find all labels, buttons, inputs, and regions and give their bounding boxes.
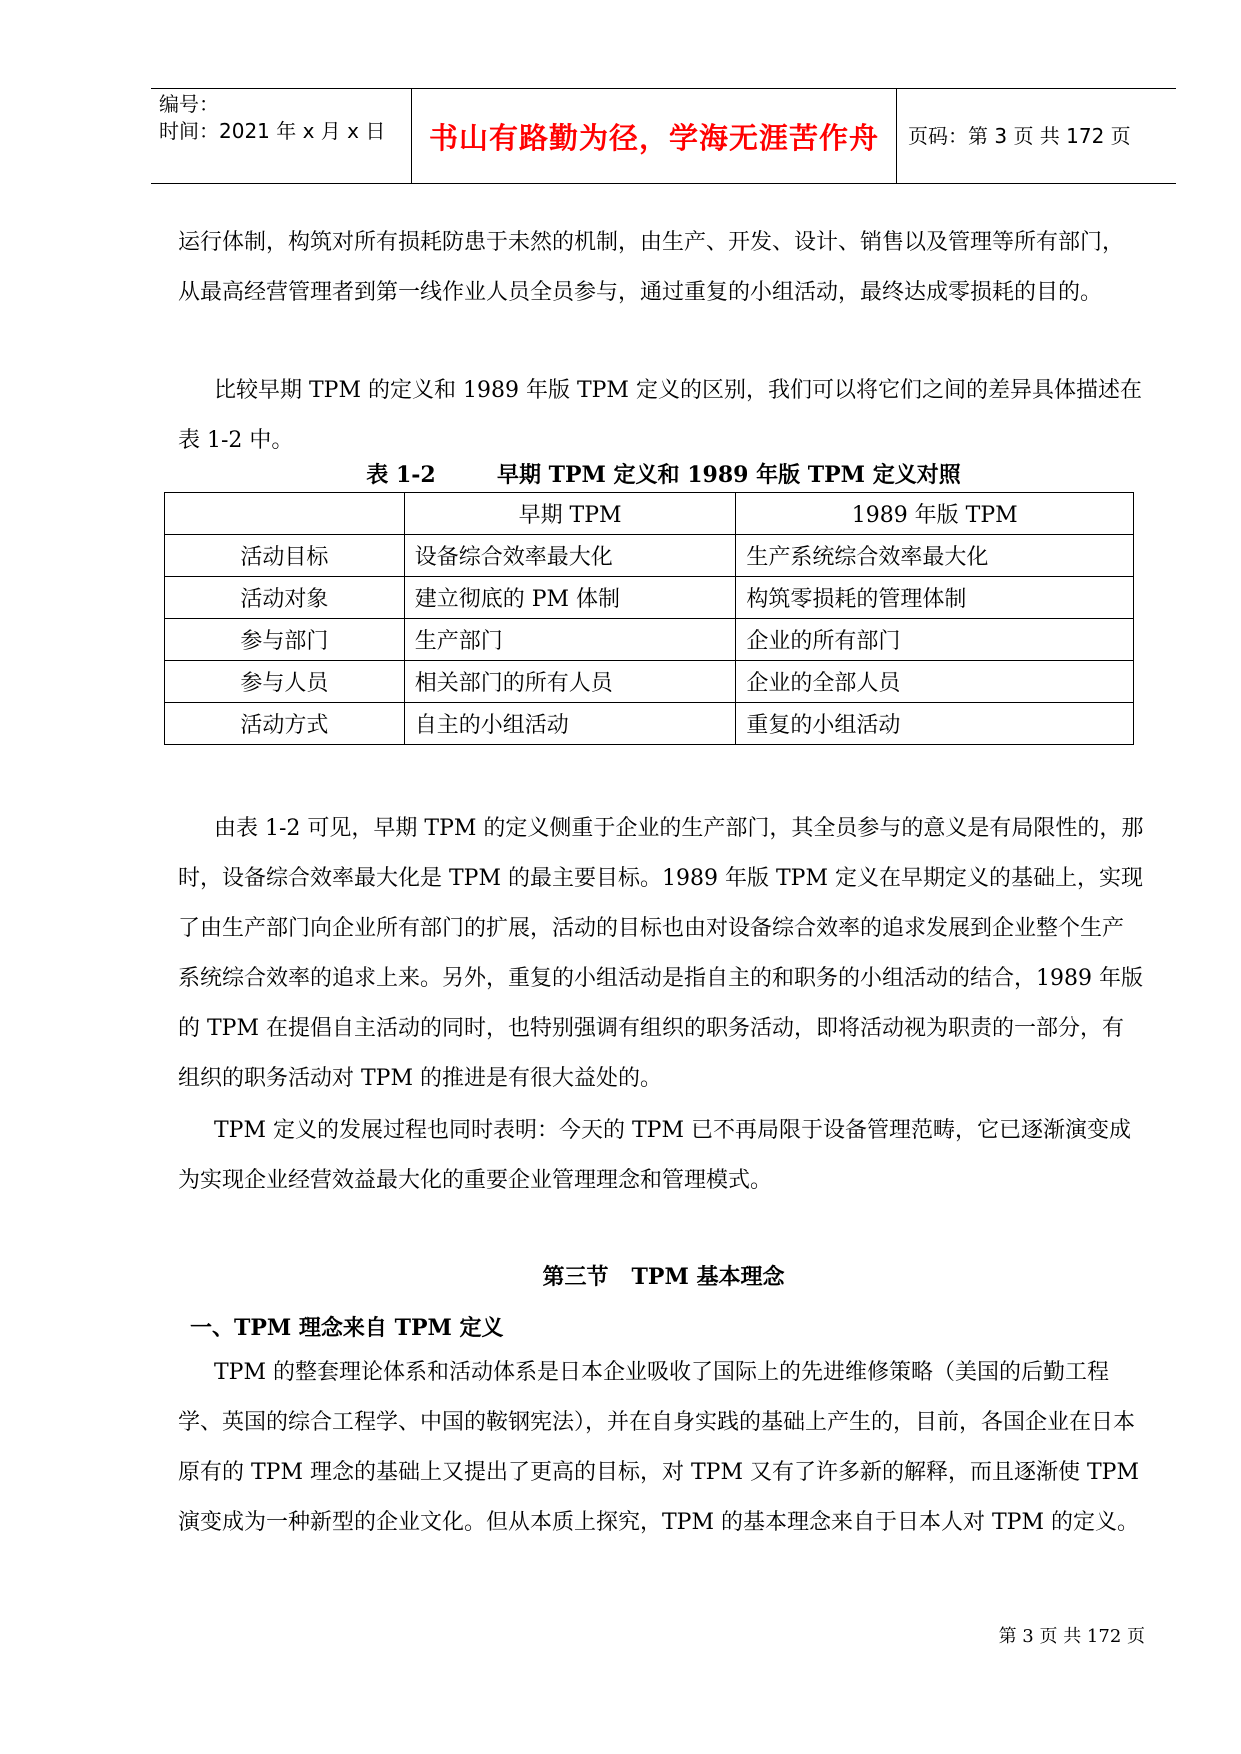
table-cell: 重复的小组活动: [736, 703, 1134, 745]
motto-text: 书山有路勤为径，学海无涯苦作舟: [428, 120, 879, 155]
table-cell: 活动对象: [165, 577, 405, 619]
table-cell: 企业的全部人员: [736, 661, 1134, 703]
paragraph-3: 由表 1-2 可见，早期 TPM 的定义侧重于企业的生产部门，其全员参与的意义是有局限性的，那时，设备综合效率最大化是 TPM 的最主要目标。1989 年版 TPM 定义在早期定义的基础上，实现了由生产部门向企业所有部门的扩展，活动的目标也由对设备综合效率的追求发展到企业整个生产系统综合效率的追求上来。另外，重复的小组活动是指自主的和职务的小组活动的结合，1989 年版的 TPM 在提倡自主活动的同时，也特别强调有组织的职务活动，即将活动视为职责的一部分，有组织的职务活动对 TPM 的推进是有很大益处的。: [178, 816, 1144, 1091]
table-cell: 设备综合效率最大化: [404, 535, 736, 577]
header-motto-cell: [411, 89, 897, 183]
subsection-title: 一、TPM 理念来自 TPM 定义: [190, 1315, 504, 1341]
comparison-table: [164, 492, 1134, 745]
table-row: [165, 619, 1134, 661]
table-cell: 企业的所有部门: [736, 619, 1134, 661]
section-title: 第三节 TPM 基本理念: [542, 1264, 785, 1290]
table-cell: 活动方式: [165, 703, 405, 745]
paragraph-5: TPM 的整套理论体系和活动体系是日本企业吸收了国际上的先进维修策略（美国的后勤工程学、英国的综合工程学、中国的鞍钢宪法），并在自身实践的基础上产生的，目前，各国企业在日本原有的 TPM 理念的基础上又提出了更高的目标，对 TPM 又有了许多新的解释，而且逐渐使 TPM 演变成为一种新型的企业文化。但从本质上探究，TPM 的基本理念来自于日本人对 TPM 的定义。: [178, 1360, 1139, 1535]
table-row: [165, 577, 1134, 619]
page-info: 页码：第 3 页 共 172 页: [908, 124, 1131, 148]
page-footer: 第 3 页 共 172 页: [998, 1626, 1145, 1647]
table-cell: 自主的小组活动: [404, 703, 736, 745]
table-header-cell: 早期 TPM: [404, 493, 736, 535]
time-label: 时间：2021 年 x 月 x 日: [159, 119, 386, 143]
header-page-cell: [896, 89, 1176, 183]
table-cell: 建立彻底的 PM 体制: [404, 577, 736, 619]
table-row: [165, 661, 1134, 703]
paragraph-1: 运行体制，构筑对所有损耗防患于未然的机制，由生产、开发、设计、销售以及管理等所有部门，从最高经营管理者到第一线作业人员全员参与，通过重复的小组活动，最终达成零损耗的目的。: [178, 230, 1125, 305]
table-cell: 构筑零损耗的管理体制: [736, 577, 1134, 619]
header-meta: [151, 89, 411, 183]
table-header-cell: [165, 493, 405, 535]
table-row: [165, 535, 1134, 577]
number-label: 编号：: [159, 92, 219, 116]
table-row: [165, 703, 1134, 745]
table-header-row: [165, 493, 1134, 535]
page-header: [151, 88, 1176, 184]
table-cell: 活动目标: [165, 535, 405, 577]
paragraph-2: 比较早期 TPM 的定义和 1989 年版 TPM 定义的区别，我们可以将它们之间的差异具体描述在表 1-2 中。: [178, 378, 1142, 453]
table-cell: 生产部门: [404, 619, 736, 661]
table-header-cell: 1989 年版 TPM: [736, 493, 1134, 535]
table-cell: 参与人员: [165, 661, 405, 703]
table-cell: 生产系统综合效率最大化: [736, 535, 1134, 577]
paragraph-4: TPM 定义的发展过程也同时表明：今天的 TPM 已不再局限于设备管理范畴，它已逐渐演变成为实现企业经营效益最大化的重要企业管理理念和管理模式。: [178, 1118, 1131, 1193]
table-caption: 表 1-2 早期 TPM 定义和 1989 年版 TPM 定义对照: [366, 462, 961, 488]
table-cell: 相关部门的所有人员: [404, 661, 736, 703]
table-cell: 参与部门: [165, 619, 405, 661]
